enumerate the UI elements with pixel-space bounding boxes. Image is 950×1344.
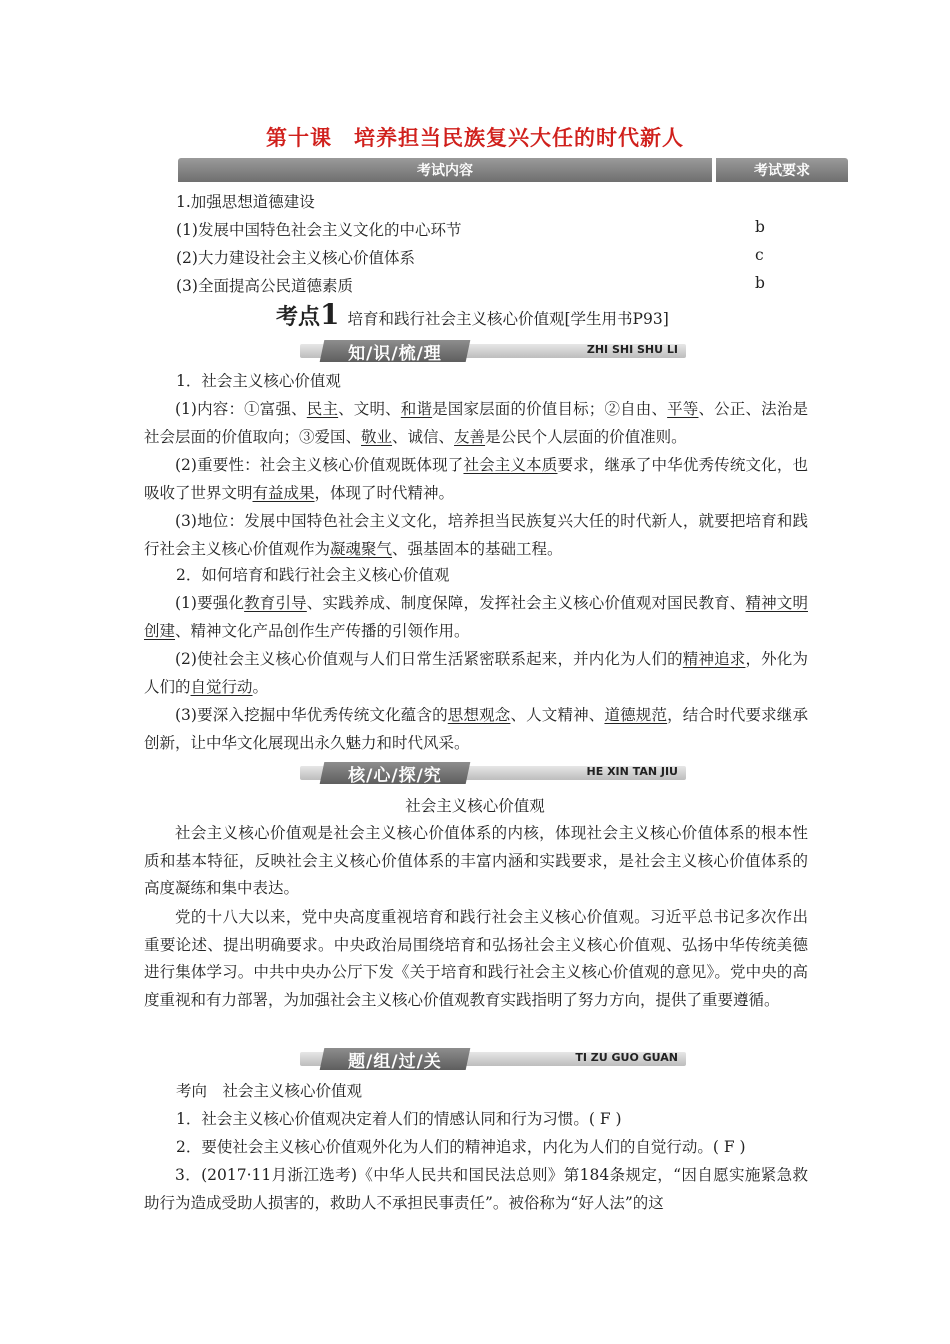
banner-zhishi (300, 340, 686, 362)
table-heading: 1.加强思想道德建设 (176, 193, 315, 211)
banner-label: 题/组/过/关 (348, 1051, 442, 1072)
paragraph: (1)要强化教育引导、实践养成、制度保障，发挥社会主义核心价值观对国民教育、精神文明创建、精神文化产品创作生产传播的引领作用。 (144, 594, 808, 640)
exercise-question: 2．要使社会主义核心价值观外化为人们的精神追求，内化为人们的自觉行动。( F ) (176, 1138, 746, 1156)
section-title: 2．如何培育和践行社会主义核心价值观 (176, 566, 450, 584)
banner-hexin (300, 762, 686, 784)
banner-tizu (300, 1048, 686, 1070)
paragraph: 社会主义核心价值观是社会主义核心价值体系的内核，体现社会主义核心价值体系的根本性质和基本特征，反映社会主义核心价值体系的丰富内涵和实践要求，是社会主义核心价值体系的高度凝练和集中表达。 (144, 824, 808, 897)
header-requirement: 考试要求 (716, 158, 848, 182)
paragraph: (3)地位：发展中国特色社会主义文化，培养担当民族复兴大任的时代新人，就要把培育和践行社会主义核心价值观作为凝魂聚气、强基固本的基础工程。 (144, 512, 808, 558)
paragraph: (2)重要性：社会主义核心价值观既体现了社会主义本质要求，继承了中华优秀传统文化，也吸收了世界文明有益成果，体现了时代精神。 (144, 456, 808, 502)
exercise-direction: 考向 社会主义核心价值观 (176, 1082, 363, 1100)
kaodian-text: 培育和践行社会主义核心价值观[学生用书P93] (347, 310, 669, 328)
exam-table-header (178, 158, 848, 182)
kaodian-heading (276, 298, 669, 331)
paragraph: (2)使社会主义核心价值观与人们日常生活紧密联系起来，并内化为人们的精神追求，外化为人们的自觉行动。 (144, 650, 808, 696)
table-grade: c (755, 246, 764, 264)
banner-pinyin: HE XIN TAN JIU (586, 765, 678, 778)
banner-pinyin: ZHI SHI SHU LI (586, 343, 678, 356)
kaodian-word: 考点 (276, 305, 321, 330)
exercise-question: 3．(2017·11月浙江选考)《中华人民共和国民法总则》第184条规定，“因自愿实施紧急救助行为造成受助人损害的，救助人不承担民事责任”。被俗称为“好人法”的这 (144, 1166, 808, 1212)
table-grade: b (755, 218, 765, 236)
exercise-question: 1．社会主义核心价值观决定着人们的情感认同和行为习惯。( F ) (176, 1110, 622, 1128)
banner-pinyin: TI ZU GUO GUAN (575, 1051, 678, 1064)
paragraph: (1)内容：①富强、民主、文明、和谐是国家层面的价值目标；②自由、平等、公正、法治是社会层面的价值取向；③爱国、敬业、诚信、友善是公民个人层面的价值准则。 (144, 400, 808, 446)
table-row: (2)大力建设社会主义核心价值体系 (176, 249, 415, 267)
table-grade: b (755, 274, 765, 292)
paragraph: (3)要深入挖掘中华优秀传统文化蕴含的思想观念、人文精神、道德规范，结合时代要求继承创新，让中华文化展现出永久魅力和时代风采。 (144, 706, 808, 752)
paragraph: 党的十八大以来，党中央高度重视培育和践行社会主义核心价值观。习近平总书记多次作出重要论述、提出明确要求。中央政治局围绕培育和弘扬社会主义核心价值观、弘扬中华传统美德进行集体学习。中共中央办公厅下发《关于培育和践行社会主义核心价值观的意见》。党中央的高度重视和有力部署，为加强社会主义核心价值观教育实践指明了努力方向，提供了重要遵循。 (144, 908, 808, 1009)
page-title: 第十课 培养担当民族复兴大任的时代新人 (266, 126, 684, 150)
table-row: (3)全面提高公民道德素质 (176, 277, 353, 295)
banner-label: 知/识/梳/理 (348, 343, 442, 364)
banner-label: 核/心/探/究 (348, 765, 442, 786)
kaodian-number: 1 (320, 298, 340, 331)
header-content: 考试内容 (178, 158, 712, 182)
explore-heading: 社会主义核心价值观 (405, 797, 545, 815)
table-row: (1)发展中国特色社会主义文化的中心环节 (176, 221, 462, 239)
section-title: 1．社会主义核心价值观 (176, 372, 341, 390)
